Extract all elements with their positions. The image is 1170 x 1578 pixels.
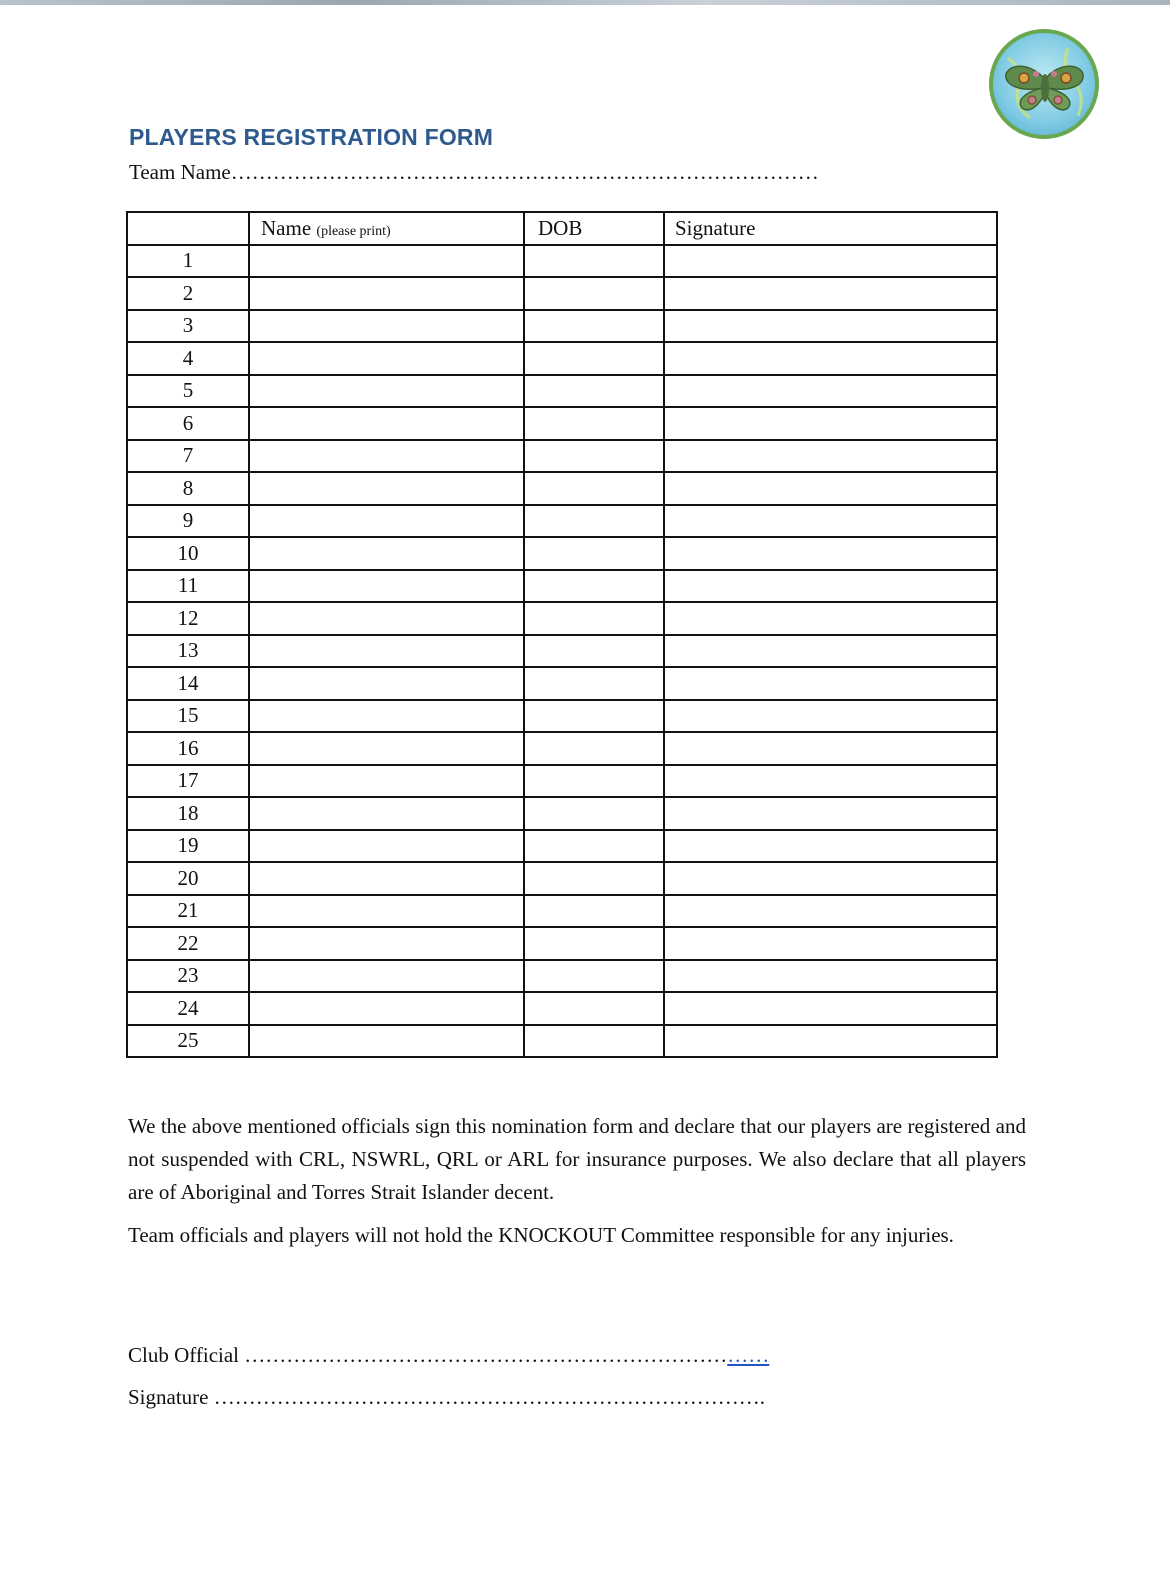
row-number: 10 bbox=[127, 537, 249, 570]
table-row bbox=[127, 277, 997, 310]
moth-emblem-logo bbox=[988, 28, 1100, 140]
form-title: PLAYERS REGISTRATION FORM bbox=[129, 124, 494, 150]
name-cell[interactable] bbox=[249, 407, 524, 440]
row-number: 14 bbox=[127, 667, 249, 700]
name-cell[interactable] bbox=[249, 797, 524, 830]
name-cell[interactable] bbox=[249, 830, 524, 863]
table-row bbox=[127, 245, 997, 278]
signature-cell[interactable] bbox=[664, 310, 997, 343]
row-number: 16 bbox=[127, 732, 249, 765]
signature-cell[interactable] bbox=[664, 797, 997, 830]
name-cell[interactable] bbox=[249, 310, 524, 343]
row-number: 17 bbox=[127, 765, 249, 798]
table-row bbox=[127, 570, 997, 603]
table-row bbox=[127, 602, 997, 635]
table-row bbox=[127, 635, 997, 668]
signature-cell[interactable] bbox=[664, 245, 997, 278]
row-number: 5 bbox=[127, 375, 249, 408]
table-row bbox=[127, 505, 997, 538]
signature-cell[interactable] bbox=[664, 732, 997, 765]
dob-cell[interactable] bbox=[524, 635, 664, 668]
name-cell[interactable] bbox=[249, 732, 524, 765]
table-row bbox=[127, 960, 997, 993]
table-row bbox=[127, 992, 997, 1025]
row-number: 1 bbox=[127, 245, 249, 278]
header-name bbox=[249, 212, 524, 245]
name-cell[interactable] bbox=[249, 472, 524, 505]
dob-cell[interactable] bbox=[524, 570, 664, 603]
name-cell[interactable] bbox=[249, 245, 524, 278]
row-number: 6 bbox=[127, 407, 249, 440]
signature-cell[interactable] bbox=[664, 440, 997, 473]
dob-cell[interactable] bbox=[524, 505, 664, 538]
signature-cell[interactable] bbox=[664, 602, 997, 635]
signature-cell[interactable] bbox=[664, 765, 997, 798]
table-row bbox=[127, 1025, 997, 1058]
row-number: 7 bbox=[127, 440, 249, 473]
name-cell[interactable] bbox=[249, 342, 524, 375]
header-number bbox=[127, 212, 249, 245]
dob-cell[interactable] bbox=[524, 700, 664, 733]
dob-cell[interactable] bbox=[524, 537, 664, 570]
dob-cell[interactable] bbox=[524, 310, 664, 343]
signature-cell[interactable] bbox=[664, 830, 997, 863]
name-cell[interactable] bbox=[249, 927, 524, 960]
name-cell[interactable] bbox=[249, 765, 524, 798]
club-official-link-dots[interactable]: …… bbox=[727, 1343, 770, 1367]
dob-cell[interactable] bbox=[524, 407, 664, 440]
top-edge-strip bbox=[0, 0, 1170, 5]
club-official-line[interactable] bbox=[128, 1343, 769, 1368]
table-header-row bbox=[127, 212, 997, 245]
club-official-label: Club Official bbox=[128, 1343, 240, 1367]
official-signature-line[interactable] bbox=[128, 1385, 765, 1410]
dob-cell[interactable] bbox=[524, 277, 664, 310]
dob-cell[interactable] bbox=[524, 830, 664, 863]
table-row bbox=[127, 700, 997, 733]
table-row bbox=[127, 537, 997, 570]
dob-cell[interactable] bbox=[524, 667, 664, 700]
table-row bbox=[127, 862, 997, 895]
signature-cell[interactable] bbox=[664, 635, 997, 668]
header-dob: DOB bbox=[524, 212, 664, 245]
table-row bbox=[127, 830, 997, 863]
signature-cell[interactable] bbox=[664, 667, 997, 700]
table-row bbox=[127, 440, 997, 473]
dob-cell[interactable] bbox=[524, 992, 664, 1025]
signature-cell[interactable] bbox=[664, 862, 997, 895]
dob-cell[interactable] bbox=[524, 895, 664, 928]
name-cell[interactable] bbox=[249, 537, 524, 570]
table-row bbox=[127, 667, 997, 700]
row-number: 8 bbox=[127, 472, 249, 505]
table-row bbox=[127, 765, 997, 798]
row-number: 12 bbox=[127, 602, 249, 635]
liability-paragraph: Team officials and players will not hold the KNOCKOUT Committee responsible for any injuries. bbox=[128, 1223, 954, 1247]
dob-cell[interactable] bbox=[524, 927, 664, 960]
table-row bbox=[127, 797, 997, 830]
dob-cell[interactable] bbox=[524, 732, 664, 765]
name-cell[interactable] bbox=[249, 440, 524, 473]
official-signature-fill-dots[interactable]: ……………………………………………………………………. bbox=[213, 1385, 765, 1409]
signature-cell[interactable] bbox=[664, 1025, 997, 1058]
signature-cell[interactable] bbox=[664, 570, 997, 603]
name-cell[interactable] bbox=[249, 277, 524, 310]
signature-cell[interactable] bbox=[664, 472, 997, 505]
name-cell[interactable] bbox=[249, 635, 524, 668]
dob-cell[interactable] bbox=[524, 440, 664, 473]
row-number: 19 bbox=[127, 830, 249, 863]
table-row bbox=[127, 732, 997, 765]
dob-cell[interactable] bbox=[524, 245, 664, 278]
name-cell[interactable] bbox=[249, 667, 524, 700]
name-cell[interactable] bbox=[249, 1025, 524, 1058]
name-cell[interactable] bbox=[249, 895, 524, 928]
row-number: 2 bbox=[127, 277, 249, 310]
table-row bbox=[127, 927, 997, 960]
signature-cell[interactable] bbox=[664, 277, 997, 310]
row-number: 24 bbox=[127, 992, 249, 1025]
header-name-label: Name bbox=[261, 215, 312, 240]
row-number: 23 bbox=[127, 960, 249, 993]
row-number: 21 bbox=[127, 895, 249, 928]
table-row bbox=[127, 472, 997, 505]
name-cell[interactable] bbox=[249, 602, 524, 635]
team-name-line[interactable] bbox=[129, 160, 819, 185]
dob-cell[interactable] bbox=[524, 765, 664, 798]
team-name-label: Team Name bbox=[129, 160, 231, 184]
name-cell[interactable] bbox=[249, 862, 524, 895]
table-row bbox=[127, 342, 997, 375]
row-number: 3 bbox=[127, 310, 249, 343]
declaration-paragraph: We the above mentioned officials sign this nomination form and declare that our players are registered and not suspended with CRL, NSWRL, QRL or ARL for insurance purposes. We also declare that all players are of Aboriginal and Torres Strait Islander decent. bbox=[128, 1114, 1026, 1204]
dob-cell[interactable] bbox=[524, 472, 664, 505]
row-number: 18 bbox=[127, 797, 249, 830]
row-number: 9 bbox=[127, 505, 249, 538]
dob-cell[interactable] bbox=[524, 960, 664, 993]
name-cell[interactable] bbox=[249, 570, 524, 603]
dob-cell[interactable] bbox=[524, 602, 664, 635]
row-number: 22 bbox=[127, 927, 249, 960]
dob-cell[interactable] bbox=[524, 797, 664, 830]
row-number: 20 bbox=[127, 862, 249, 895]
signature-cell[interactable] bbox=[664, 342, 997, 375]
club-official-fill-dots[interactable]: …………………………………………………………… bbox=[244, 1343, 728, 1367]
dob-cell[interactable] bbox=[524, 1025, 664, 1058]
row-number: 25 bbox=[127, 1025, 249, 1058]
name-cell[interactable] bbox=[249, 960, 524, 993]
signature-cell[interactable] bbox=[664, 895, 997, 928]
row-number: 4 bbox=[127, 342, 249, 375]
dob-cell[interactable] bbox=[524, 342, 664, 375]
dob-cell[interactable] bbox=[524, 375, 664, 408]
dob-cell[interactable] bbox=[524, 862, 664, 895]
signature-cell[interactable] bbox=[664, 537, 997, 570]
header-name-note: (please print) bbox=[316, 223, 391, 239]
row-number: 15 bbox=[127, 700, 249, 733]
signature-cell[interactable] bbox=[664, 700, 997, 733]
name-cell[interactable] bbox=[249, 505, 524, 538]
signature-cell[interactable] bbox=[664, 375, 997, 408]
team-name-fill-dots[interactable]: ………………………………………………………………………… bbox=[230, 160, 819, 184]
official-signature-label: Signature bbox=[128, 1385, 209, 1409]
name-cell[interactable] bbox=[249, 375, 524, 408]
signature-cell[interactable] bbox=[664, 407, 997, 440]
row-number: 13 bbox=[127, 635, 249, 668]
table-row bbox=[127, 407, 997, 440]
table-row bbox=[127, 895, 997, 928]
players-registration-table bbox=[126, 211, 998, 1058]
signature-cell[interactable] bbox=[664, 960, 997, 993]
row-number: 11 bbox=[127, 570, 249, 603]
name-cell[interactable] bbox=[249, 992, 524, 1025]
signature-cell[interactable] bbox=[664, 927, 997, 960]
table-row bbox=[127, 375, 997, 408]
name-cell[interactable] bbox=[249, 700, 524, 733]
header-signature: Signature bbox=[664, 212, 997, 245]
table-row bbox=[127, 310, 997, 343]
signature-cell[interactable] bbox=[664, 505, 997, 538]
signature-cell[interactable] bbox=[664, 992, 997, 1025]
